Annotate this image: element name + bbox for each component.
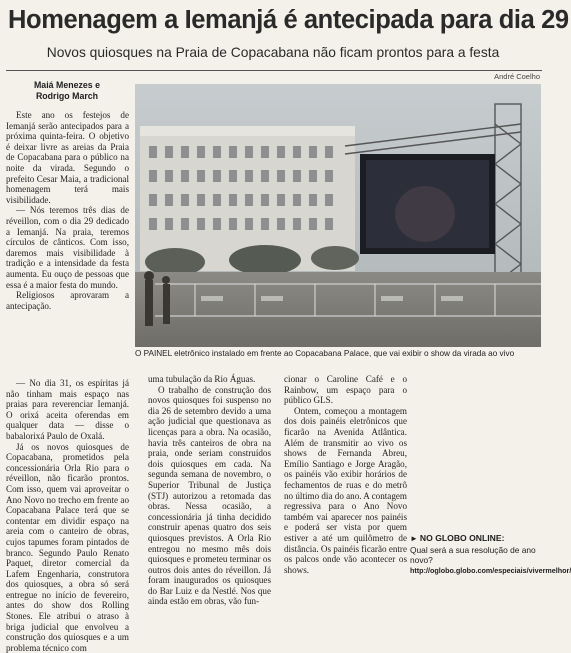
paragraph: — No dia 31, os espíritas já não tinham mais espaço nas praias para reverenciar Iemanjá. O orixá aceita oferendas em qualquer data — disse o babalorixá Paulo de Oxalá. xyxy=(6,378,129,441)
byline-author-1: Maiá Menezes e xyxy=(33,80,100,90)
online-question: Qual será a sua resolução de ano novo? xyxy=(410,544,536,565)
article-column-2 xyxy=(148,374,271,607)
byline-author-2: Rodrigo March xyxy=(35,91,99,101)
online-link[interactable]: http://oglobo.globo.com/especiais/vivermelhor/ xyxy=(410,565,571,575)
article-column-1 xyxy=(6,110,129,378)
paragraph: Já os novos quiosques de Copacabana, prometidos pela concessionária Orla Rio para o réveillon, não ficarão prontos. Com isso, quem vai aproveitar o Ano Novo no trecho em frente ao Copacabana Palace terá que se contentar em dividir espaço na areia com o canteiro de obras, cujos tapumes foram pintados de branco. Segundo Paulo Renato Paquet, diretor comercial da Lafem Engenharia, construtora dos quiosques, a obra só será entregue no início de fevereiro, antes do show dos Rolling Stones. Ele atribui o atraso à briga judicial que envolveu a construção dos quiosques e a um problema técnico com xyxy=(6,441,129,653)
paragraph: Religiosos aprovaram a antecipação. xyxy=(6,290,129,311)
photo-caption: O PAINEL eletrônico instalado em frente ao Copacabana Palace, que vai exibir o show da virada ao vivo xyxy=(135,349,515,358)
copacabana-palace-photo xyxy=(135,84,541,347)
paragraph: — Nós teremos três dias de réveillon, com o dia 29 dedicado a Iemanjá. Na praia, teremos círculos de cânticos. Com isso, daremos mais visibilidade à tradição e a intensidade da festa aumenta. Eu ouço de pessoas que essa é a maior festa do mundo. xyxy=(6,205,129,290)
paragraph: uma tubulação da Rio Águas. xyxy=(148,374,256,384)
news-photo xyxy=(135,84,541,347)
paragraph: cionar o Caroline Café e o Rainbow, um espaço para o público GLS. xyxy=(284,374,407,406)
online-title: NO GLOBO ONLINE: xyxy=(419,533,505,543)
article-column-3 xyxy=(284,374,407,578)
photo-credit: André Coelho xyxy=(494,72,540,81)
divider-rule xyxy=(6,70,542,71)
subheadline: Novos quiosques na Praia de Copacabana não ficam prontos para a festa xyxy=(46,45,500,60)
byline xyxy=(6,80,128,102)
headline: Homenagem a Iemanjá é antecipada para dia 29 xyxy=(8,6,569,34)
arrow-icon: ► xyxy=(410,534,418,543)
article-column-1-continued xyxy=(6,378,129,653)
paragraph: Este ano os festejos de Iemanjá serão antecipados para a próxima quinta-feira. O objetivo é deixar livre as areias da Praia de Copacabana para o público na noite da virada. Segundo o prefeito Cesar Maia, a tradicional homenagem terá mais visibilidade. xyxy=(6,110,129,205)
paragraph: Ontem, começou a montagem dos dois painéis eletrônicos que ficarão na Avenida Atlântica. Além de transmitir ao vivo os shows de Fernanda Abreu, Emílio Santiago e Jorge Aragão, os painéis vão exibir horários de fechamentos de ruas e do metrô no último dia do ano. A contagem regressiva para o Ano Novo também vai aparecer nos painéis e poderá ser vista por quem estiver a até um quilômetro de distância. Os painéis ficarão entre os palcos onde vão acontecer os shows. xyxy=(284,405,408,575)
paragraph: O trabalho de construção dos novos quiosques foi suspenso no dia 26 de setembro devido a uma ação judicial que questionava as licenças para a obra. Na ocasião, havia três canteiros de obra na praia, onde seriam construídos dois quiosques em cada. Na segunda semana de novembro, o Superior Tribunal de Justiça (STJ) autorizou a retomada das obras. Nessa ocasião, a concessionária já tinha decidido construir apenas quatro dos seis quiosques previstos. A Orla Rio entregou no mesmo mês dois quiosques e prometeu terminar os outros dois antes do réveillon. Já foram inaugurados os quiosques do Bar Luiz e da Nestlé. Nos que ainda estão em obras, vão fun- xyxy=(148,384,271,607)
online-box xyxy=(410,533,571,576)
